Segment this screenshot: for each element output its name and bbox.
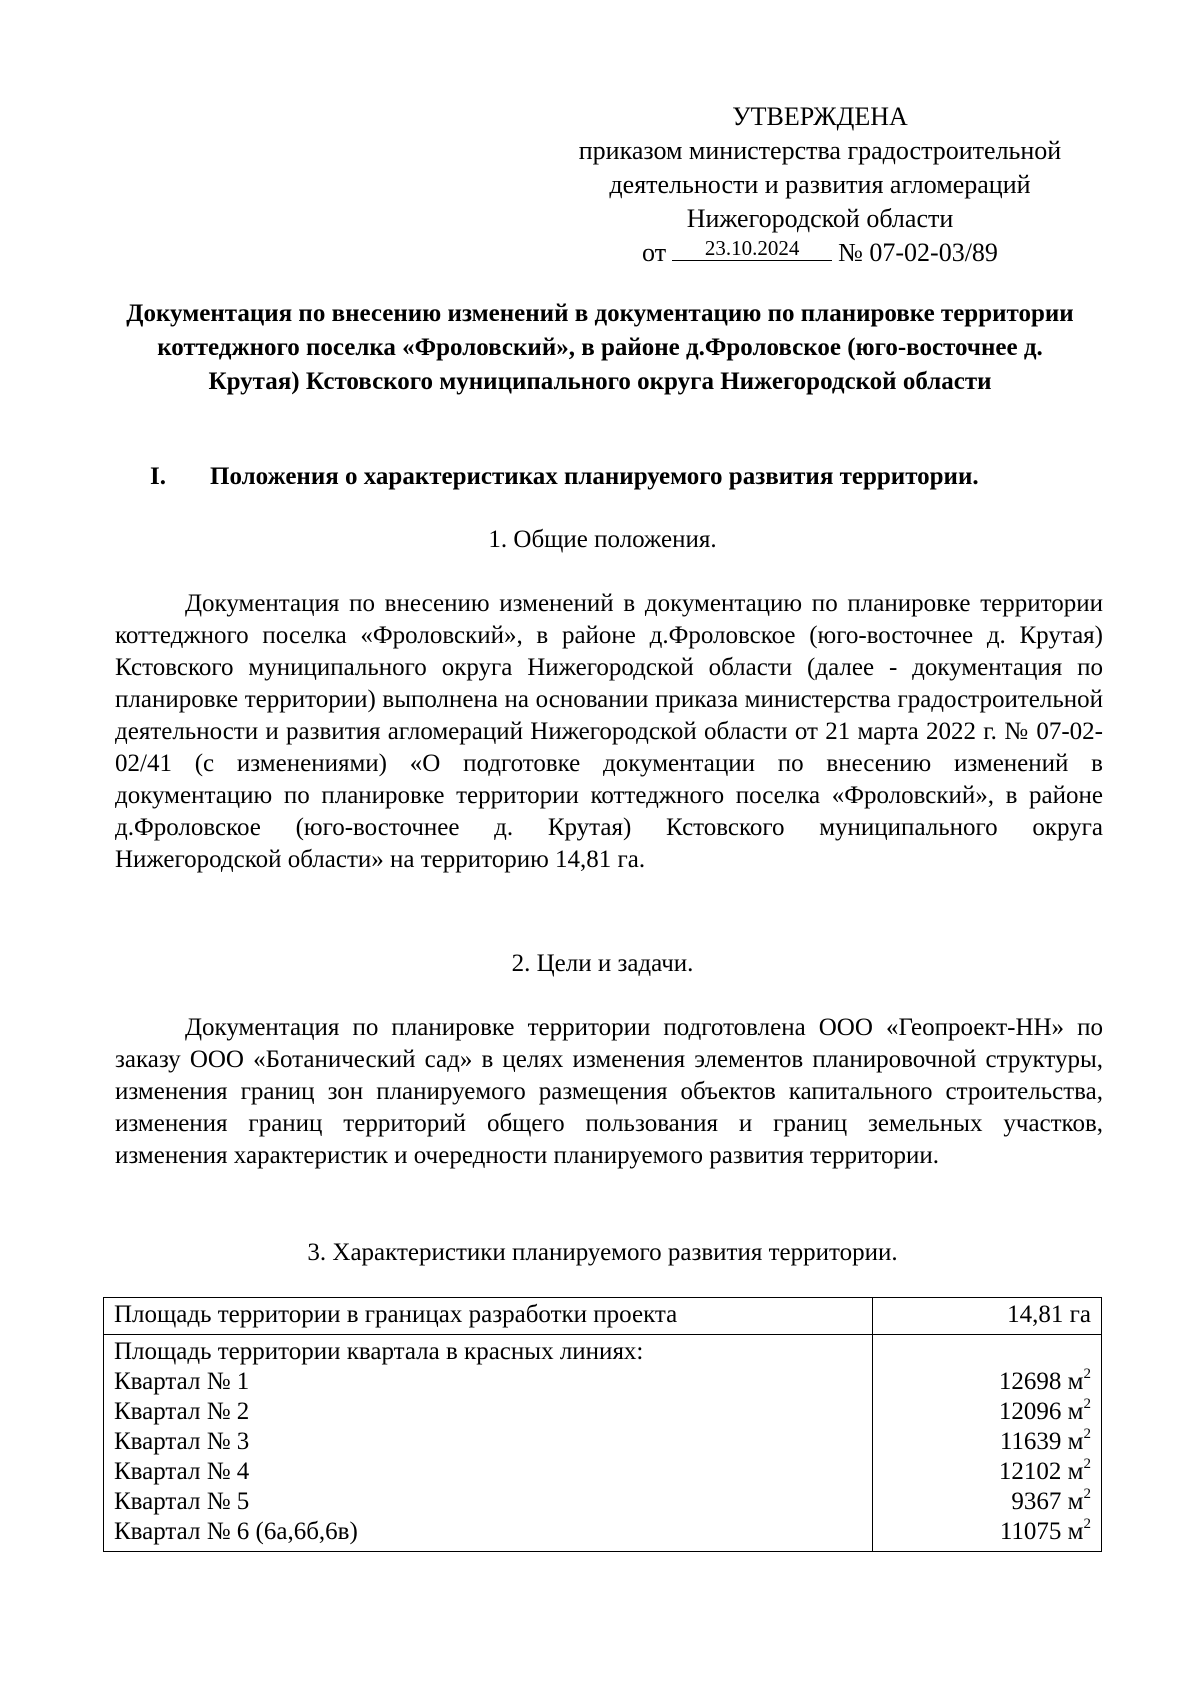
quarter-label: Квартал № 3 bbox=[114, 1428, 250, 1455]
table-cell-value bbox=[873, 1335, 1102, 1552]
order-number: № 07-02-03/89 bbox=[838, 238, 998, 267]
quarter-area-value: 12698 bbox=[998, 1368, 1062, 1395]
area-unit: м bbox=[1067, 1458, 1084, 1485]
area-unit-power: 2 bbox=[1083, 1365, 1091, 1382]
quarter-area bbox=[883, 1427, 1091, 1457]
section-heading bbox=[150, 460, 1100, 494]
section-number: I. bbox=[150, 463, 166, 490]
quarter-area bbox=[883, 1517, 1091, 1547]
area-unit: м bbox=[1067, 1398, 1084, 1425]
area-unit: м bbox=[1067, 1428, 1084, 1455]
area-unit-power: 2 bbox=[1083, 1425, 1091, 1442]
quarter-label: Квартал № 1 bbox=[114, 1368, 250, 1395]
quarter-group-label: Площадь территории квартала в красных линиях: bbox=[114, 1338, 644, 1365]
subsection-1-text: Документация по внесению изменений в документацию по планировке территории коттеджного поселка «Фроловский», в районе д.Фроловское (юго-восточнее д. Крутая) Кстовского муниципального округа Нижегородской области (далее - документация по планировке территории) выполнена на основании приказа министерства градостроительной деятельности и развития агломераций Нижегородской области от 21 марта 2022 г. № 07-02-02/41 (с изменениями) «О подготовке документации по внесению изменений в документацию по планировке территории коттеджного поселка «Фроловский», в районе д.Фроловское (юго-восточнее д. Крутая) Кстовского муниципального округа Нижегородской области» на территорию 14,81 га. bbox=[115, 590, 1103, 873]
subsection-3-heading: 3. Характеристики планируемого развития территории. bbox=[307, 1239, 898, 1266]
document-title: Документация по внесению изменений в документацию по планировке территории коттеджного поселка «Фроловский», в районе д.Фроловское (юго-восточнее д. Крутая) Кстовского муниципального округа Нижегородской области bbox=[126, 300, 1074, 395]
characteristics-table bbox=[103, 1297, 1102, 1552]
quarter-area-value: 11639 bbox=[999, 1428, 1062, 1455]
table-row bbox=[104, 1298, 1102, 1335]
approval-date: 23.10.2024 bbox=[672, 236, 832, 261]
quarter-area bbox=[883, 1397, 1091, 1427]
quarter-area-value: 11075 bbox=[999, 1518, 1062, 1545]
subsection-1-heading: 1. Общие положения. bbox=[488, 526, 717, 553]
table-cell-label bbox=[104, 1335, 873, 1552]
area-unit-power: 2 bbox=[1083, 1485, 1091, 1502]
approval-line-3: Нижегородской области bbox=[686, 204, 954, 233]
area-unit: м bbox=[1067, 1368, 1084, 1395]
section-title: Положения о характеристиках планируемого развития территории. bbox=[210, 463, 979, 490]
quarter-label: Квартал № 4 bbox=[114, 1458, 250, 1485]
area-unit: м bbox=[1067, 1488, 1084, 1515]
date-prefix: от bbox=[642, 238, 667, 267]
quarter-label: Квартал № 6 (6а,6б,6в) bbox=[114, 1518, 358, 1545]
quarter-label: Квартал № 2 bbox=[114, 1398, 250, 1425]
table-cell-value: 14,81 га bbox=[873, 1298, 1102, 1335]
approval-stamp bbox=[560, 100, 1080, 270]
area-unit: м bbox=[1067, 1518, 1084, 1545]
area-unit-power: 2 bbox=[1083, 1515, 1091, 1532]
quarter-area-value: 9367 bbox=[1011, 1488, 1062, 1515]
subsection-2-text: Документация по планировке территории подготовлена ООО «Геопроект-НН» по заказу ООО «Ботанический сад» в целях изменения элементов планировочной структуры, изменения границ зон планируемого размещения объектов капитального строительства, изменения границ территорий общего пользования и границ земельных участков, изменения характеристик и очередности планируемого развития территории. bbox=[115, 1014, 1103, 1169]
table-row bbox=[104, 1335, 1102, 1552]
approval-line-2: деятельности и развития агломераций bbox=[609, 170, 1031, 199]
quarter-area bbox=[883, 1487, 1091, 1517]
table-cell-label: Площадь территории в границах разработки проекта bbox=[104, 1298, 873, 1335]
approval-title: УТВЕРЖДЕНА bbox=[732, 102, 908, 131]
quarter-area bbox=[883, 1367, 1091, 1397]
quarter-area-value: 12102 bbox=[998, 1458, 1062, 1485]
area-unit-power: 2 bbox=[1083, 1395, 1091, 1412]
quarter-area bbox=[883, 1457, 1091, 1487]
subsection-2-heading: 2. Цели и задачи. bbox=[511, 950, 694, 977]
quarter-area-value: 12096 bbox=[998, 1398, 1062, 1425]
area-unit-power: 2 bbox=[1083, 1455, 1091, 1472]
approval-line-1: приказом министерства градостроительной bbox=[578, 136, 1062, 165]
quarter-label: Квартал № 5 bbox=[114, 1488, 250, 1515]
approval-date-line bbox=[560, 236, 1080, 270]
